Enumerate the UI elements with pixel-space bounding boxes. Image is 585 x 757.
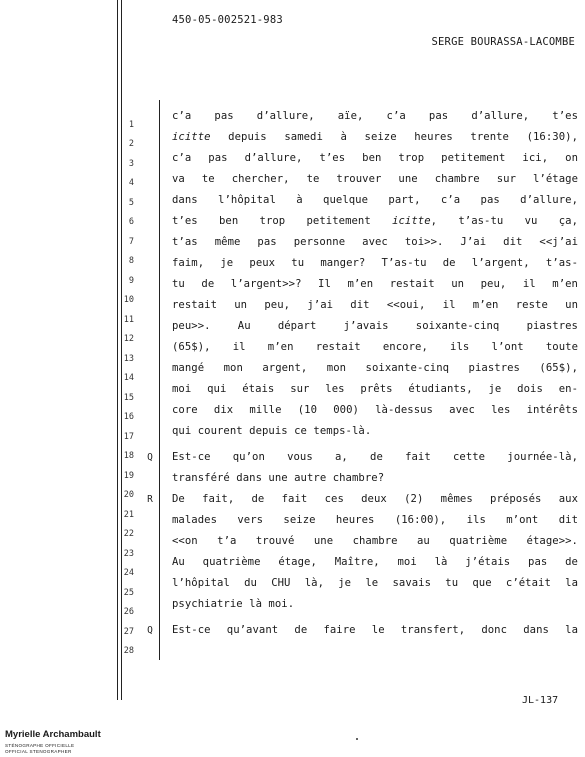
italic-word: icitte (172, 131, 211, 143)
line-number: 19 (123, 471, 134, 481)
transcript-line: malades vers seize heures (16:00), ils m’ont dit (172, 514, 578, 526)
line-number: 12 (123, 334, 134, 344)
transcript-line: t’as même pas personne avec toi>>. J’ai dit <<j’ai (172, 236, 578, 248)
line-number: 5 (128, 198, 134, 208)
line-number: 6 (128, 217, 134, 227)
transcript-line: Est-ce qu’on vous a, de fait cette journée-là, (172, 451, 578, 463)
speaker-marker: Q (147, 452, 153, 463)
line-number: 2 (128, 139, 134, 149)
witness-name: SERGE BOURASSA-LACOMBE (431, 36, 575, 48)
line-number: 3 (128, 159, 134, 169)
transcript-line: dans l’hôpital à quelque part, c’a pas d’allure, (172, 194, 578, 206)
transcript-line: psychiatrie là moi. (172, 598, 295, 610)
transcript-line-part: t’es ben trop petitement (172, 215, 393, 227)
line-number: 27 (123, 627, 134, 637)
transcript-line: (65$), il m’en restait encore, ils l’ont toute (172, 341, 578, 353)
transcript-line: <<on t’a trouvé une chambre au quatrième étage>>. (172, 535, 578, 547)
line-number: 17 (123, 432, 134, 442)
transcript-line: transféré dans une autre chambre? (172, 472, 385, 484)
line-number: 8 (128, 256, 134, 266)
italic-word: icitte (392, 215, 431, 227)
transcript-line: c’a pas d’allure, aïe, c’a pas d’allure, t’es (172, 110, 578, 122)
line-number: 21 (123, 510, 134, 520)
stenographer-logo-line1: STÉNOGRAPHE OFFICIELLE (5, 743, 75, 748)
transcript-line: va te chercher, te trouver une chambre sur l’étage (172, 173, 578, 185)
transcript-line: core dix mille (10 000) là-dessus avec les intérêts (172, 404, 578, 416)
line-number: 4 (128, 178, 134, 188)
stenographer-logo-name: Myrielle Archambault (5, 729, 101, 740)
transcript-line: Au quatrième étage, Maître, moi là j’étais pas de (172, 556, 578, 568)
line-number: 10 (123, 295, 134, 305)
transcript-line: faim, je peux tu manger? T’as-tu de l’argent, t’as- (172, 257, 578, 269)
page-reference: JL-137 (522, 695, 559, 706)
line-number: 15 (123, 393, 134, 403)
line-number: 23 (123, 549, 134, 559)
line-number: 9 (128, 276, 134, 286)
transcript-line (172, 215, 578, 227)
transcript-line: De fait, de fait ces deux (2) mêmes préposés aux (172, 493, 578, 505)
line-number: 28 (123, 646, 134, 656)
line-number: 11 (123, 315, 134, 325)
line-number: 1 (128, 120, 134, 130)
transcript-line: mangé mon argent, mon soixante-cinq piastres (65$), (172, 362, 578, 374)
transcript-line: Est-ce qu’avant de faire le transfert, donc dans la (172, 624, 578, 636)
stray-mark (356, 738, 358, 740)
line-number: 24 (123, 568, 134, 578)
transcript-line: tu de l’argent>>? Il m’en restait un peu, il m’en (172, 278, 578, 290)
line-number: 13 (123, 354, 134, 364)
line-number: 16 (123, 412, 134, 422)
speaker-marker: Q (147, 625, 153, 636)
transcript-line: moi qui étais sur les prêts étudiants, je dois en- (172, 383, 578, 395)
transcript-line: qui courent depuis ce temps-là. (172, 425, 372, 437)
line-number: 26 (123, 607, 134, 617)
transcript-line: peu>>. Au départ j’avais soixante-cinq piastres (172, 320, 578, 332)
line-number: 25 (123, 588, 134, 598)
transcript-line: c’a pas d’allure, t’es ben trop petitement ici, on (172, 152, 578, 164)
speaker-column-rule (159, 100, 160, 660)
file-number: 450-05-002521-983 (172, 14, 283, 26)
line-number: 22 (123, 529, 134, 539)
speaker-marker: R (147, 494, 153, 505)
line-number: 14 (123, 373, 134, 383)
transcript-line-part: , t’as-tu vu ça, (430, 215, 578, 227)
transcript-line: restait un peu, j’ai dit <<oui, il m’en reste un (172, 299, 578, 311)
transcript-line (172, 131, 578, 143)
stenographer-logo-line2: OFFICIAL STENOGRAPHER (5, 749, 72, 754)
line-number: 7 (128, 237, 134, 247)
transcript-line-rest: depuis samedi à seize heures trente (16:30), (210, 131, 578, 143)
line-number: 20 (123, 490, 134, 500)
line-number: 18 (123, 451, 134, 461)
transcript-line: l’hôpital du CHU là, je le savais tu que c’était la (172, 577, 578, 589)
